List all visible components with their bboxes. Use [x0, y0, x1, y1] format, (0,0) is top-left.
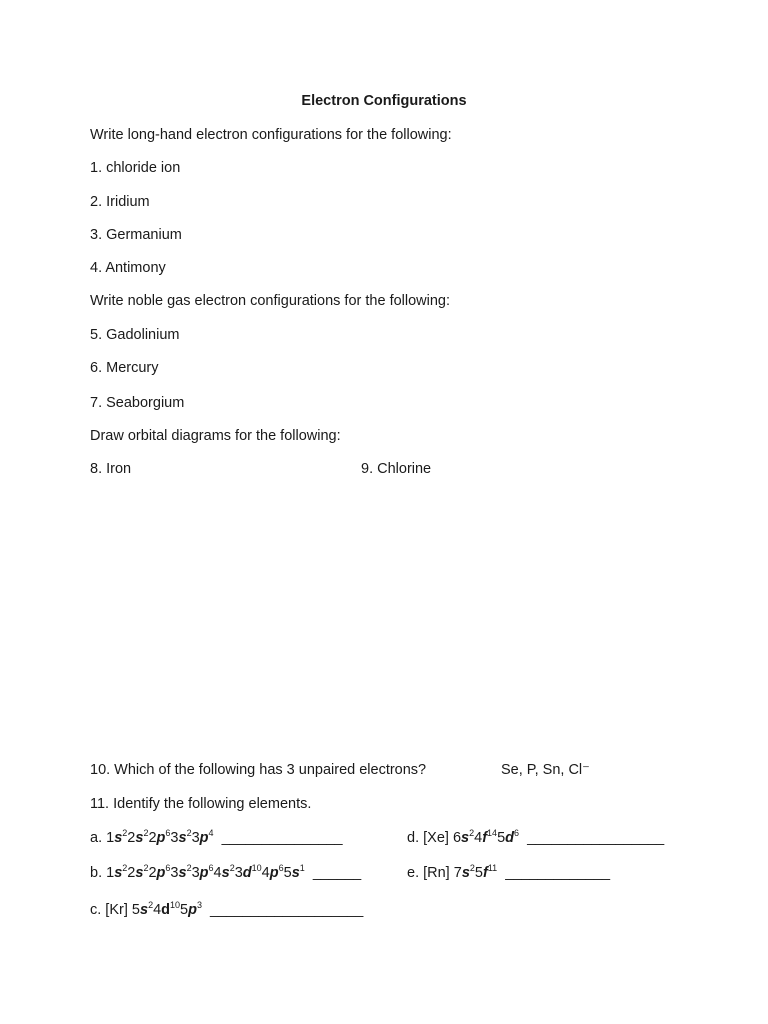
question-10: 10. Which of the following has 3 unpaired electrons? [90, 762, 427, 778]
config-e-formula: $7s^25f^{11}$ [453, 863, 498, 881]
config-d-label: d. [Xe] [407, 830, 453, 846]
config-e [407, 864, 610, 882]
config-e-label: e. [Rn] [407, 865, 454, 881]
config-d-blank: _________________ [527, 830, 665, 846]
config-a [90, 829, 343, 847]
page-title: Electron Configurations [301, 93, 467, 109]
config-b-formula: $1s^22s^22p^63s^23p^64s^23d^{10}4p^65s^1$ [106, 863, 305, 881]
config-a-label: a. [90, 830, 107, 846]
question-7: 7. Seaborgium [90, 395, 185, 411]
config-d-formula: $6s^24f^{14}5d^6$ [452, 828, 520, 846]
config-c-blank: ___________________ [210, 902, 364, 918]
config-c-formula: $5s^24d^{10}5p^3$ [131, 900, 202, 918]
question-2: 2. Iridium [90, 194, 150, 210]
question-1: 1. chloride ion [90, 160, 181, 176]
config-b-label: b. [90, 865, 107, 881]
question-10-options: Se, P, Sn, Cl⁻ [501, 762, 590, 778]
question-9: 9. Chlorine [361, 461, 432, 477]
question-8: 8. Iron [90, 461, 132, 477]
question-6: 6. Mercury [90, 360, 159, 376]
instruction-orbital-diagrams: Draw orbital diagrams for the following: [90, 428, 341, 444]
instruction-noble-gas: Write noble gas electron configurations for the following: [90, 293, 451, 309]
config-e-blank: _____________ [505, 865, 611, 881]
instruction-longhand: Write long-hand electron configurations for the following: [90, 127, 452, 143]
config-d [407, 829, 664, 847]
config-c-label: c. [Kr] [90, 902, 132, 918]
config-b-blank: ______ [312, 865, 362, 881]
question-11: 11. Identify the following elements. [90, 796, 312, 812]
question-4: 4. Antimony [90, 260, 166, 276]
config-a-formula: $1s^22s^22p^63s^23p^4$ [106, 828, 214, 846]
question-5: 5. Gadolinium [90, 327, 180, 343]
config-b [90, 864, 361, 882]
config-c [90, 901, 363, 919]
config-a-blank: _______________ [221, 830, 343, 846]
question-3: 3. Germanium [90, 227, 182, 243]
